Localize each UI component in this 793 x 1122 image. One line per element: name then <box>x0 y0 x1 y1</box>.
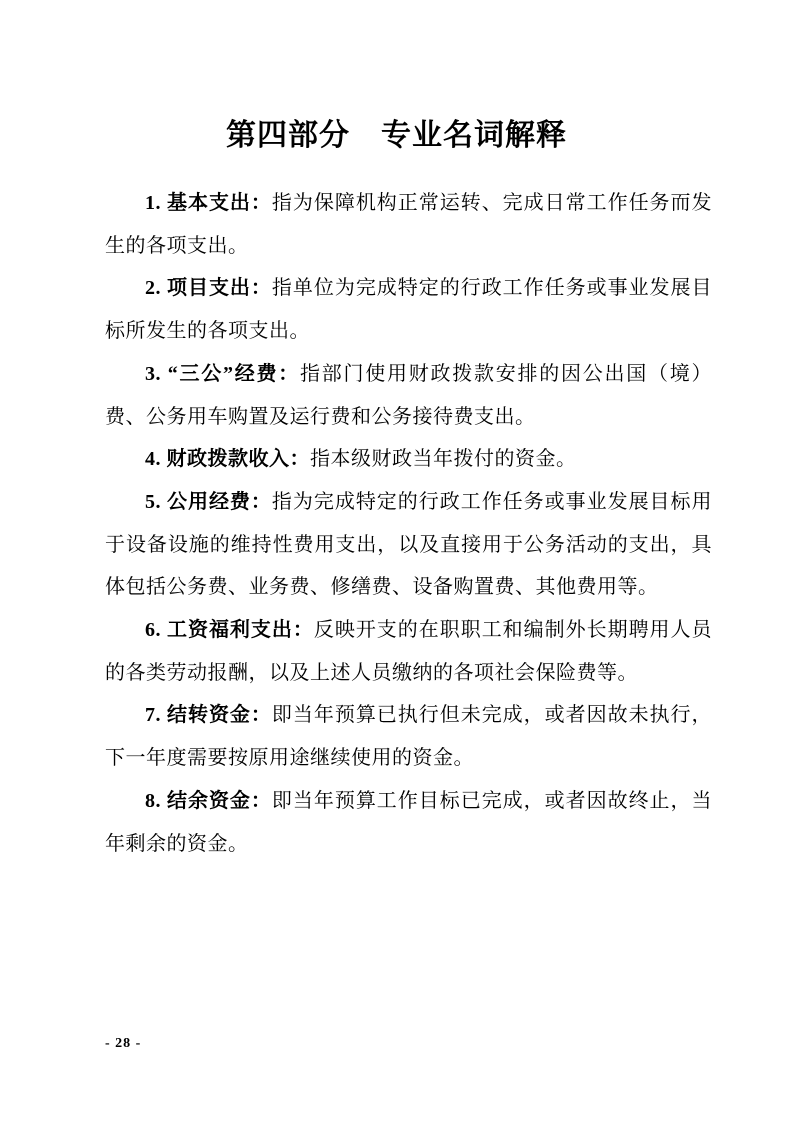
term-definition: 指本级财政当年拨付的资金。 <box>310 448 577 471</box>
term-definition: 指单位为完成特定的行政工作任务或事业发展目标所发生的各项支出。 <box>105 277 713 343</box>
term-label: 4. 财政拨款收入： <box>145 448 310 471</box>
term-paragraph <box>105 609 712 694</box>
term-label: 8. 结余资金： <box>145 789 272 812</box>
term-paragraph <box>105 353 712 438</box>
term-label: 5. 公用经费： <box>145 490 272 513</box>
term-definition: 指部门使用财政拨款安排的因公出国（境）费、公务用车购置及运行费和公务接待费支出。 <box>105 362 712 428</box>
glossary-content <box>105 182 712 865</box>
term-definition: 反映开支的在职职工和编制外长期聘用人员的各类劳动报酬，以及上述人员缴纳的各项社会保险费等。 <box>105 619 713 684</box>
term-label: 1. 基本支出： <box>145 192 272 214</box>
page-number: - 28 - <box>105 1036 142 1051</box>
term-paragraph <box>105 267 712 352</box>
term-paragraph <box>105 694 712 779</box>
term-definition: 指为保障机构正常运转、完成日常工作任务而发生的各项支出。 <box>105 192 713 257</box>
term-label: 2. 项目支出： <box>145 277 272 300</box>
term-paragraph <box>105 438 712 481</box>
term-definition: 指为完成特定的行政工作任务或事业发展目标用于设备设施的维持性费用支出，以及直接用于公务活动的支出，具体包括公务费、业务费、修缮费、设备购置费、其他费用等。 <box>105 490 713 599</box>
page-title: 第四部分 专业名词解释 <box>226 119 567 152</box>
term-label: 6. 工资福利支出： <box>145 619 314 642</box>
term-label: 7. 结转资金： <box>145 704 272 727</box>
term-definition: 即当年预算已执行但未完成，或者因故未执行，下一年度需要按原用途继续使用的资金。 <box>105 704 713 770</box>
term-paragraph <box>105 182 712 267</box>
term-label: 3. “三公”经费： <box>145 362 300 385</box>
term-definition: 即当年预算工作目标已完成，或者因故终止，当年剩余的资金。 <box>105 789 713 855</box>
term-paragraph <box>105 780 712 865</box>
term-paragraph <box>105 481 712 609</box>
